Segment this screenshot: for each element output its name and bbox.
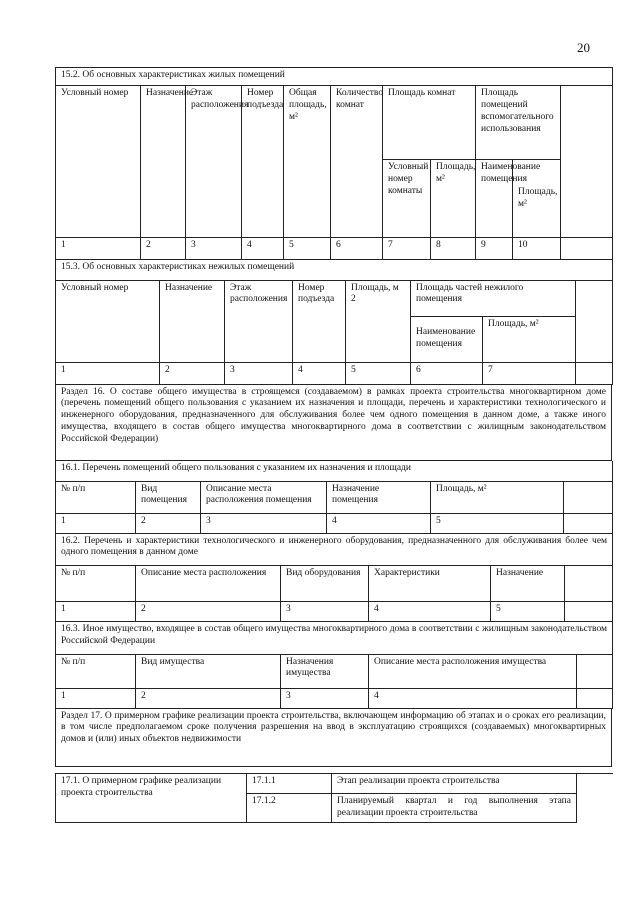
table-15-2 bbox=[55, 67, 613, 260]
header-cell: Вид помещения bbox=[136, 481, 201, 513]
header-cell: Вид имущества bbox=[136, 654, 281, 688]
header-cell: № п/п bbox=[56, 654, 136, 688]
column-number: 5 bbox=[431, 513, 564, 533]
section-title: 16.1. Перечень помещений общего пользования с указанием их назначения и площади bbox=[56, 461, 613, 481]
column-number: 1 bbox=[56, 238, 141, 260]
header-cell: Вид оборудования bbox=[281, 566, 369, 602]
section-16 bbox=[55, 385, 612, 462]
header-cell: Номер подъезда bbox=[242, 86, 284, 238]
section-title: 15.2. Об основных характеристиках жилых помещений bbox=[56, 68, 613, 86]
section-17 bbox=[55, 709, 612, 768]
table-16-1 bbox=[55, 461, 613, 534]
table-15-3 bbox=[55, 260, 613, 385]
row-label: Этап реализации проекта строительства bbox=[332, 774, 577, 794]
column-number: 10 bbox=[513, 238, 561, 260]
table-17-1 bbox=[55, 773, 613, 823]
header-cell: Назначение помещения bbox=[327, 481, 431, 513]
header-cell: № п/п bbox=[56, 481, 136, 513]
header-cell: № п/п bbox=[56, 566, 136, 602]
column-number: 7 bbox=[383, 238, 431, 260]
column-number: 4 bbox=[242, 238, 284, 260]
sub-header-cell: Площадь, м² bbox=[513, 160, 561, 238]
section-title: 16.2. Перечень и характеристики технологического и инженерного оборудования, предназначенного для обслуживания более чем одного помещения в данном доме bbox=[56, 534, 613, 566]
table-16-2 bbox=[55, 534, 613, 623]
header-cell: Характеристики bbox=[369, 566, 491, 602]
header-cell: Назначение bbox=[491, 566, 565, 602]
column-number: 1 bbox=[56, 362, 160, 384]
header-cell: Условный номер bbox=[56, 86, 141, 238]
header-cell: Номер подъезда bbox=[293, 280, 346, 362]
section-title: 16.3. Иное имущество, входящее в состав общего имущества многоквартирного дома в соответствии с жилищным законодательством Российской Федерации bbox=[56, 622, 613, 654]
form-page bbox=[55, 67, 612, 823]
table-16-3 bbox=[55, 622, 613, 709]
column-number: 4 bbox=[369, 688, 577, 708]
row-code: 17.1.2 bbox=[247, 794, 332, 823]
column-number: 1 bbox=[56, 688, 136, 708]
header-cell: Описание места расположения имущества bbox=[369, 654, 577, 688]
sub-header-cell: Наименование помещения bbox=[476, 160, 513, 238]
sub-header-cell: Наименование помещения bbox=[411, 316, 483, 362]
column-number: 1 bbox=[56, 513, 136, 533]
header-cell: Описание места расположения помещения bbox=[201, 481, 327, 513]
header-cell: Количество комнат bbox=[331, 86, 383, 238]
header-cell: Назначение bbox=[160, 280, 225, 362]
column-number: 4 bbox=[369, 602, 491, 622]
column-number: 4 bbox=[293, 362, 346, 384]
column-number: 1 bbox=[56, 602, 136, 622]
section-title: Раздел 17. О примерном графике реализации проекта строительства, включающем информацию об этапах и о сроках его реализации, в том числе предполагаемом сроке получения разрешения на ввод в эксплуатацию строящихся (создаваемых) многоквартирных домов и (или) иных объектов недвижимости bbox=[56, 709, 612, 767]
column-number: 5 bbox=[491, 602, 565, 622]
column-number: 2 bbox=[136, 688, 281, 708]
column-number: 5 bbox=[346, 362, 411, 384]
header-cell: Площадь комнат bbox=[383, 86, 476, 160]
page-number: 20 bbox=[577, 40, 590, 55]
header-cell: Условный номер bbox=[56, 280, 160, 362]
section-title: 15.3. Об основных характеристиках нежилых помещений bbox=[56, 260, 613, 280]
section-title: Раздел 16. О составе общего имущества в строящемся (создаваемом) в рамках проекта строительства многоквартирном доме (перечень помещений общего пользования с указанием их назначения и площади, перечень и характеристики технологического и инженерного оборудования, предназначенного для обслуживания более чем одного помещения в данном доме, а также иного имущества, входящего в состав общего имущества многоквартирного дома в соответствии с жилищным законодательством Российской Федерации) bbox=[56, 385, 612, 461]
column-number: 2 bbox=[160, 362, 225, 384]
column-number: 5 bbox=[284, 238, 331, 260]
column-number: 2 bbox=[141, 238, 186, 260]
column-number: 3 bbox=[281, 688, 369, 708]
sub-header-cell: Условный номер комнаты bbox=[383, 160, 431, 238]
header-cell: Назначения имущества bbox=[281, 654, 369, 688]
header-cell: Площадь, м 2 bbox=[346, 280, 411, 362]
column-number: 8 bbox=[431, 238, 476, 260]
row-label: Планируемый квартал и год выполнения этапа реализации проекта строительства bbox=[332, 794, 577, 823]
column-number: 7 bbox=[483, 362, 576, 384]
header-cell: Описание места расположения bbox=[136, 566, 281, 602]
column-number: 9 bbox=[476, 238, 513, 260]
header-cell: Общая площадь, м² bbox=[284, 86, 331, 238]
column-number: 3 bbox=[281, 602, 369, 622]
column-number: 2 bbox=[136, 513, 201, 533]
header-cell: Этаж расположения bbox=[225, 280, 293, 362]
row-code: 17.1.1 bbox=[247, 774, 332, 794]
sub-header-cell: Площадь, м² bbox=[431, 160, 476, 238]
sub-section-title: 17.1. О примерном графике реализации проекта строительства bbox=[56, 774, 247, 823]
header-cell: Площадь помещений вспомогательного использования bbox=[476, 86, 561, 160]
header-cell: Площадь, м² bbox=[431, 481, 564, 513]
column-number: 3 bbox=[225, 362, 293, 384]
column-number: 3 bbox=[201, 513, 327, 533]
header-cell: Этаж расположения bbox=[186, 86, 242, 238]
column-number: 4 bbox=[327, 513, 431, 533]
column-number: 2 bbox=[136, 602, 281, 622]
column-number: 6 bbox=[411, 362, 483, 384]
column-number: 6 bbox=[331, 238, 383, 260]
header-cell: Площадь частей нежилого помещения bbox=[411, 280, 576, 316]
sub-header-cell: Площадь, м² bbox=[483, 316, 576, 362]
column-number: 3 bbox=[186, 238, 242, 260]
header-cell: Назначение bbox=[141, 86, 186, 238]
